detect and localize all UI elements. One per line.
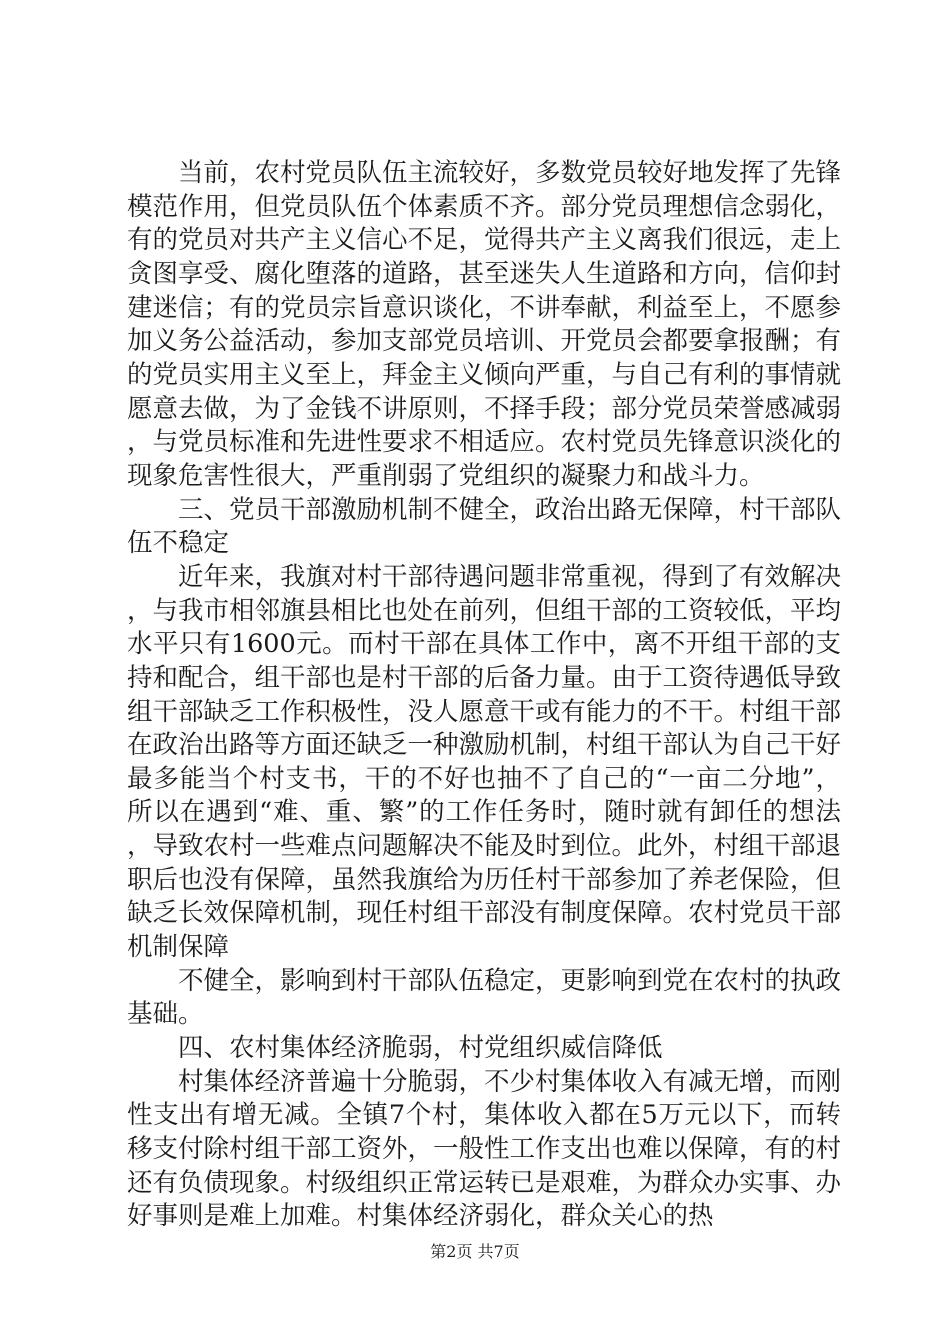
paragraph-incentive: 近年来，我旗对村干部待遇问题非常重视，得到了有效解决，与我市相邻旗县相比也处在前列，但组干部的工资较低，平均水平只有1600元。而村干部在具体工作中，离不开组干部的支持和配合，组干部也是村干部的后备力量。由于工资待遇低导致组干部缺乏工作积极性，没人愿意干或有能力的不干。村组干部在政治出路等方面还缺乏一种激励机制，村组干部认为自己干好最多能当个村支书，干的不好也抽不了自己的“一亩二分地”，所以在遇到“难、重、繁”的工作任务时，随时就有卸任的想法，导致农村一些难点问题解决不能及时到位。此外，村组干部退职后也没有保障，虽然我旗给为历任村干部参加了养老保险，但缺乏长效保障机制，现任村组干部没有制度保障。农村党员干部机制保障 — [127, 561, 842, 963]
paragraph-party-members: 当前，农村党员队伍主流较好，多数党员较好地发挥了先锋模范作用，但党员队伍个体素质不齐。部分党员理想信念弱化，有的党员对共产主义信心不足，觉得共产主义离我们很远，走上贪图享受、腐化堕落的道路，甚至迷失人生道路和方向，信仰封建迷信；有的党员宗旨意识谈化，不讲奉献，利益至上，不愿参加义务公益活动，参加支部党员培训、开党员会都要拿报酬；有的党员实用主义至上，拜金主义倾向严重，与自己有利的事情就愿意去做，为了金钱不讲原则，不择手段；部分党员荣誉感减弱，与党员标准和先进性要求不相适应。农村党员先锋意识淡化的现象危害性很大，严重削弱了党组织的凝聚力和战斗力。 — [127, 158, 842, 491]
paragraph-incentive-continued: 不健全，影响到村干部队伍稳定，更影响到党在农村的执政基础。 — [127, 965, 842, 1030]
section-heading-3: 三、党员干部激励机制不健全，政治出路无保障，村干部队伍不稳定 — [127, 494, 842, 559]
paragraph-collective-economy: 村集体经济普遍十分脆弱，不少村集体收入有减无增，而刚性支出有增无减。全镇7个村，集体收入都在5万元以下，而转移支付除村组干部工资外，一般性工作支出也难以保障，有的村还有负债现象。村级组织正常运转已是艰难，为群众办实事、办好事则是难上加难。村集体经济弱化，群众关心的热 — [127, 1066, 842, 1232]
page-footer: 第2页 共7页 — [430, 1242, 520, 1261]
section-heading-4: 四、农村集体经济脆弱，村党组织威信降低 — [178, 1033, 663, 1064]
document-body — [127, 157, 841, 1234]
